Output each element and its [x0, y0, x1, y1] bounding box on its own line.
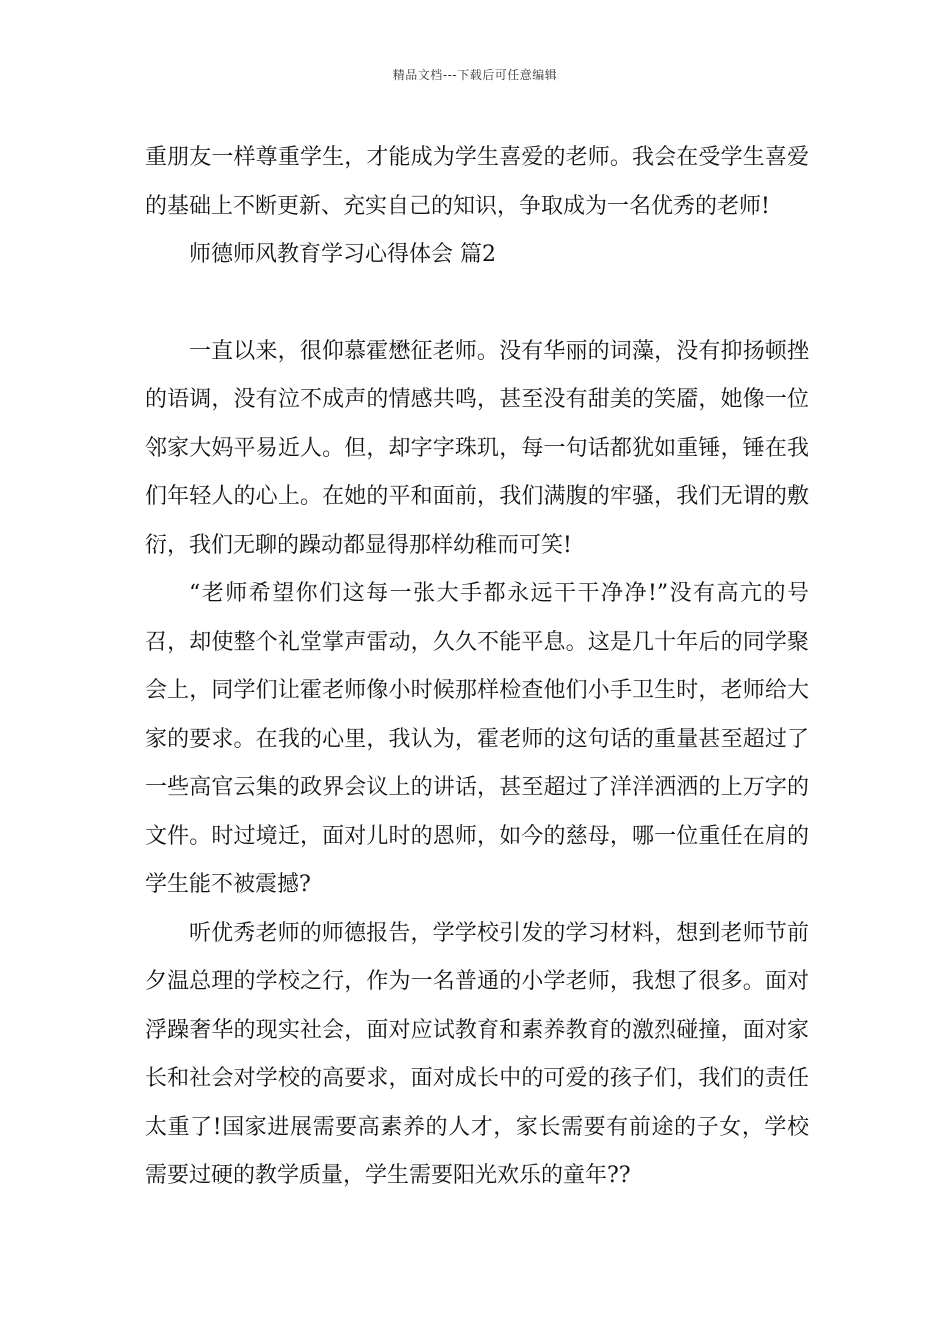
paragraph-3: 听优秀老师的师德报告，学学校引发的学习材料，想到老师节前夕温总理的学校之行，作为一名普通的小学老师，我想了很多。面对浮躁奢华的现实社会，面对应试教育和素养教育的激烈碰撞，面对家长和社会对学校的高要求，面对成长中的可爱的孩子们，我们的责任太重了!国家进展需要高素养的人才，家长需要有前途的子女，学校需要过硬的教学质量，学生需要阳光欢乐的童年?? — [145, 920, 809, 1188]
paragraph-2: “老师希望你们这每一张大手都永远干干净净!”没有高亢的号召，却使整个礼堂掌声雷动，久久不能平息。这是几十年后的同学聚会上，同学们让霍老师像小时候那样检查他们小手卫生时，老师给大家的要求。在我的心里，我认为，霍老师的这句话的重量甚至超过了一些高官云集的政界会议上的讲话，甚至超过了洋洋洒洒的上万字的文件。时过境迁，面对儿时的恩师，如今的慈母，哪一位重任在肩的学生能不被震撼? — [145, 581, 809, 897]
paragraph-continued: 重朋友一样尊重学生，才能成为学生喜爱的老师。我会在受学生喜爱的基础上不断更新、充实自己的知识，争取成为一名优秀的老师! — [145, 145, 809, 219]
section-title: 师德师风教育学习心得体会 篇2 — [189, 242, 496, 267]
page-header: 精品文档---下载后可任意编辑 — [392, 68, 558, 82]
paragraph-1: 一直以来，很仰慕霍懋征老师。没有华丽的词藻，没有抑扬顿挫的语调，没有泣不成声的情感共鸣，甚至没有甜美的笑靥，她像一位邻家大妈平易近人。但，却字字珠玑，每一句话都犹如重锤，锤在我们年轻人的心上。在她的平和面前，我们满腹的牢骚，我们无谓的敷衍，我们无聊的躁动都显得那样幼稚而可笑! — [145, 338, 809, 558]
document-body — [145, 134, 809, 1201]
blank-line — [145, 280, 809, 328]
